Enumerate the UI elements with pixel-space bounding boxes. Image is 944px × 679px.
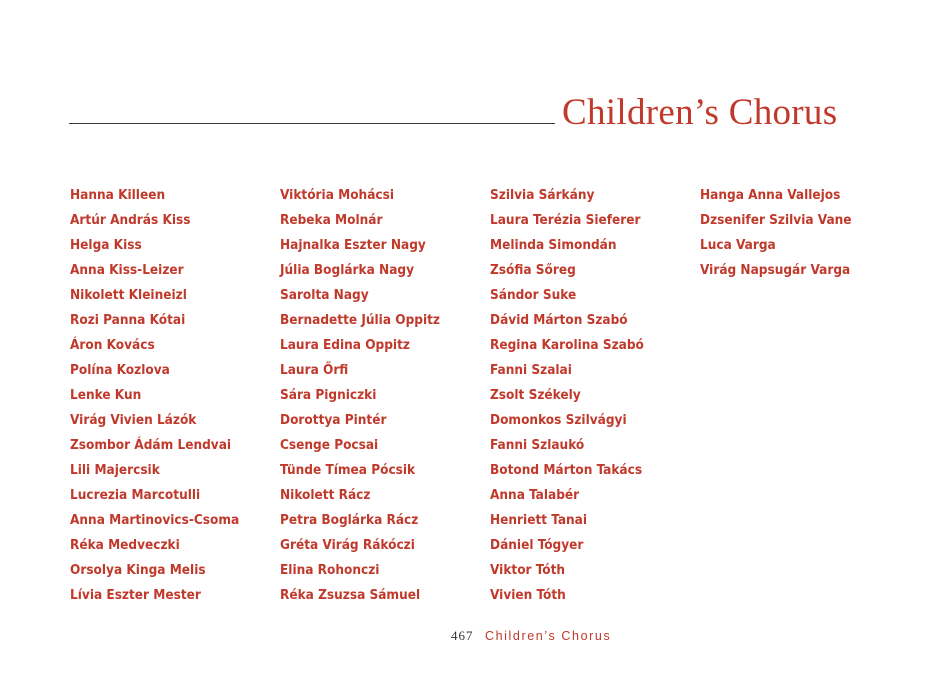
member-name: Lívia Eszter Mester [70,587,201,603]
member-name: Laura Őrfi [280,362,349,378]
member-name: Anna Talabér [490,487,580,503]
member-name: Szilvia Sárkány [490,187,595,203]
member-name: Petra Boglárka Rácz [280,512,419,528]
member-name: Fanni Szlaukó [490,437,585,453]
member-name: Bernadette Júlia Oppitz [280,312,440,328]
member-name: Virág Napsugár Varga [700,262,851,278]
member-name: Helga Kiss [70,237,142,253]
member-name: Viktor Tóth [490,562,566,578]
member-name: Anna Martinovics-Csoma [70,512,240,528]
member-name: Áron Kovács [70,337,155,353]
member-name: Hanga Anna Vallejos [700,187,841,203]
member-list [0,183,944,613]
member-name: Gréta Virág Rákóczi [280,537,415,553]
member-column-2 [280,183,440,608]
member-name: Nikolett Rácz [280,487,371,503]
member-name: Hajnalka Eszter Nagy [280,237,426,253]
member-name: Dzsenifer Szilvia Vane [700,212,852,228]
member-name: Zsófia Sőreg [490,262,576,278]
member-name: Orsolya Kinga Melis [70,562,206,578]
member-name: Rozi Panna Kótai [70,312,186,328]
member-name: Dorottya Pintér [280,412,387,428]
member-column-4 [700,183,852,283]
page-number: 467 [451,628,474,643]
running-title: Children’s Chorus [485,629,612,643]
member-column-3 [490,183,644,608]
member-name: Sarolta Nagy [280,287,369,303]
member-name: Lili Majercsik [70,462,160,478]
member-name: Laura Edina Oppitz [280,337,410,353]
member-name: Luca Varga [700,237,776,253]
member-name: Vivien Tóth [490,587,566,603]
page-title: Children’s Chorus [562,92,838,133]
member-name: Zsolt Székely [490,387,581,403]
member-name: Botond Márton Takács [490,462,643,478]
member-name: Elina Rohonczi [280,562,380,578]
member-name: Anna Kiss-Leizer [70,262,184,278]
member-name: Tünde Tímea Pócsik [280,462,416,478]
member-name: Hanna Killeen [70,187,166,203]
member-name: Viktória Mohácsi [280,187,394,203]
member-name: Nikolett Kleineizl [70,287,187,303]
member-name: Laura Terézia Sieferer [490,212,641,228]
member-name: Réka Medveczki [70,537,180,553]
member-name: Sára Pigniczki [280,387,377,403]
member-name: Júlia Boglárka Nagy [280,262,415,278]
member-name: Polína Kozlova [70,362,170,378]
member-name: Lenke Kun [70,387,142,403]
member-name: Rebeka Molnár [280,212,383,228]
member-name: Dávid Márton Szabó [490,312,628,328]
member-name: Domonkos Szilvágyi [490,412,627,428]
member-column-1 [70,183,239,608]
member-name: Artúr András Kiss [70,212,191,228]
header-rule [69,123,555,124]
member-name: Csenge Pocsai [280,437,379,453]
member-name: Dániel Tógyer [490,537,584,553]
member-name: Fanni Szalai [490,362,572,378]
member-name: Melinda Simondán [490,237,617,253]
member-name: Sándor Suke [490,287,577,303]
page-footer [0,627,944,647]
member-name: Réka Zsuzsa Sámuel [280,587,421,603]
member-name: Zsombor Ádám Lendvai [70,437,232,453]
member-name: Henriett Tanai [490,512,588,528]
member-name: Regina Karolina Szabó [490,337,644,353]
member-name: Virág Vivien Lázók [70,412,197,428]
member-name: Lucrezia Marcotulli [70,487,201,503]
